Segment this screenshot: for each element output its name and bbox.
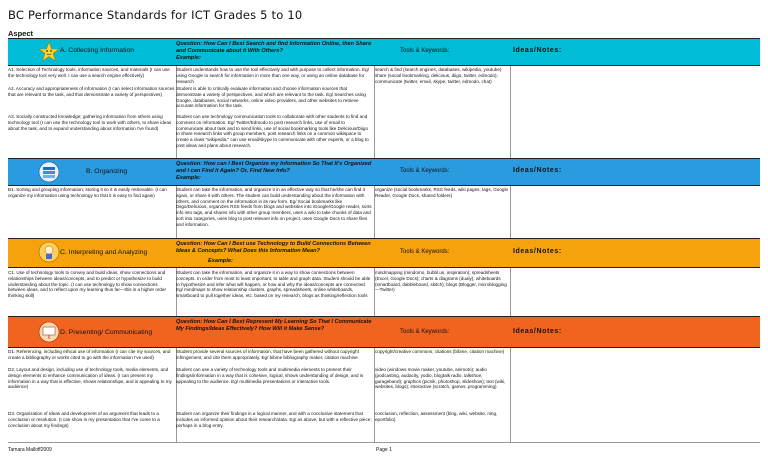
section-d-question: Question: How Can I Best Represent My Learning So That I Communicate My Findings/Ideas Effectively? How Will it Make Sense? bbox=[176, 319, 372, 332]
a3-standard: A3. Socially constructed knowledge; gathering information from others using technology tool (I can use the technology tool to work with others, to share ideas about the task, and to expand understanding about information I've found) bbox=[8, 114, 172, 131]
thinker-icon bbox=[38, 241, 60, 263]
section-c-ideas-label: Ideas/Notes: bbox=[513, 248, 562, 255]
b1-standard: B1. Sorting and grouping information; storing it so it is easily retrievable. (I can organize my information using technology so that it is easy to find again) bbox=[8, 187, 167, 198]
d2-standard: D2. Layout and design, including use of technology tools, media elements, and design elements to enhance communication of ideas. (I can present my information in a way that is effective, shows relationships, and is appealing to my audience) bbox=[8, 367, 172, 390]
footer-page-number: Page 1 bbox=[376, 447, 392, 453]
d1-tools: copyright/creative commons; citations (bibme, citation machine) bbox=[375, 349, 505, 354]
c1-example: Student can take the information, and organize it in a way to show connections between concepts. In order from most to least important, to table and graph data. Student should be able to hypothesize and infer what will happen, or how and why the ideas/concepts are connected. Eg/ mindmaps to show relationship clusters, graphs, spreadsheets, online whiteboards, smartboard to pull together ideas, etc. based on my research, blogs as thinking/reflection tools bbox=[176, 270, 371, 299]
a2-example: Student is able to critically evaluate information and choose information sources that demonstrate a variety of perspectives, and which are relevant to the task. Eg/ Searches using Google, databases, social networks, online video providers, and other websites to retrieve accurate information for the task. bbox=[176, 86, 366, 109]
c1-tools: mindmapping (mindomo, bubbl.us, inspiration); spreadsheets (Excel, Google Docs); charts & diagrams (dualy); whiteboards (smartboard, dabbleboard, skitch); blogs (Blogger, microblogging—Twitter) bbox=[375, 270, 507, 293]
section-d-tools-label: Tools & Keywords: bbox=[400, 329, 450, 335]
d3-example: Student can organize their findings in a logical manner, and with a conclusive statement that includes an informed opinion about their research/data. Eg/ as above, but with a reflective piece; perhaps in a blog entry. bbox=[176, 411, 372, 428]
d2-tools: video (windows movie maker, youtube, animoto); audio (podcasting, audacity, yodio, blogtalk radio, talkshoe, garageband); graphics (picnik, photoshop, slideshow); text (wiki, websites, blogs); interactive (scratch, games, programming) bbox=[375, 367, 506, 390]
b1-tools: organize (social bookmarks, RSS feeds, wiki pages, tags, Google Reader, Google Docs, shared folders) bbox=[375, 187, 509, 198]
section-c-header bbox=[8, 238, 760, 268]
a2-standard: A2. Accuracy and appropriateness of information (I can select information sources that are relevant to the task, and that demonstrate a variety of perspectives) bbox=[8, 86, 175, 97]
footer-author: Tamara Malloff2009 bbox=[8, 447, 52, 453]
section-a-ideas-label: Ideas/Notes: bbox=[513, 47, 562, 54]
section-c-tools-label: Tools & Keywords: bbox=[400, 249, 450, 255]
star-face-icon bbox=[38, 41, 60, 63]
section-b-header bbox=[8, 158, 760, 186]
section-a-example-label: Example: bbox=[176, 55, 201, 61]
table-bottom-border bbox=[8, 442, 760, 443]
section-a-tools-label: Tools & Keywords: bbox=[400, 48, 450, 54]
aspect-heading: Aspect bbox=[8, 29, 34, 38]
section-c-label: C. Interpreting and Analyzing bbox=[60, 249, 148, 256]
section-d-label: D. Presenting/ Communicating bbox=[60, 329, 153, 336]
section-b-tools-label: Tools & Keywords: bbox=[400, 168, 450, 174]
section-d-header bbox=[8, 316, 760, 348]
section-c-example-label: Example: bbox=[208, 258, 233, 264]
section-b-label: B. Organizing bbox=[86, 168, 128, 175]
section-a-label: A. Collecting Information bbox=[60, 47, 135, 54]
section-a-question: Question: How Can I Best Search and find Information Online, then Share and Communicate about it With Others? bbox=[176, 41, 372, 54]
a1-tools: search & find (search engines, databases, wikipedia, youtube) share (social bookmarking, delicious, diigo, twitter, edmodo); communicate (twitter, email, skype, twitter, edmodo, chat) bbox=[375, 67, 502, 84]
organizer-icon bbox=[38, 161, 60, 183]
b1-example: Student can take the information, and organize it in an effective way so that he/she can find it again, or share it with others. The student can build understanding about the information with others, and comment on the information in its raw form. Eg/ Social bookmarks like Diigo/Delicious, organizes RSS feeds from blogs and websites into iGoogle/Google reader, sorts info into tags, and shares info with other group members, uses a wiki to take chunks of data and sort into categories, uses blog to post relevant info on project, uses Google Docs to share files and information. bbox=[176, 187, 372, 227]
d2-example: Student can use a variety of technology tools and multimedia elements to present their findings/information in a way that is cohesive, logical, shows understanding of design, and is appealing to the audience. Eg/ multimedia presentations or interactive tools. bbox=[176, 367, 364, 384]
d3-tools: conclusion, reflection, assessment (blog, wiki, website, ning, eportfolio) bbox=[375, 411, 498, 422]
a3-example: Student can use technology communication tools to collaborate with other students to find and comment on information. Eg/ Twitter/Edmodo to post research links, use of email to communicate about task and to send links, use of social bookmarking tools like Delicious/Diigo to share research links with group members, post research links on a common wikispace to create a class "wikipedia," can use email/skype to communicate with other experts, or a blog to post ideas and plans about research. bbox=[176, 114, 369, 148]
document-title: BC Performance Standards for ICT Grades 5 to 10 bbox=[8, 8, 303, 22]
section-a-header bbox=[8, 38, 760, 66]
c1-standard: C1. Use of technology tools to convey and build ideas, show connections and relationships between ideas/concepts, and to predict or hypothesize to build understanding about the topic. (I can use technology to show connections between ideas, and to reflect upon my learning thus far—this is a higher order thinking skill) bbox=[8, 270, 167, 299]
section-c-question: Question: How Can I Best use Technology to Build Connections Between Ideas & Concepts? What Does this Information Mean? bbox=[176, 241, 371, 254]
section-d-ideas-label: Ideas/Notes: bbox=[513, 328, 562, 335]
section-b-question: Question: How can I Best Organize my Information So That It's Organized and I can Find it Again? Or, Find New Info? bbox=[176, 161, 372, 174]
section-b-ideas-label: Ideas/Notes: bbox=[513, 167, 562, 174]
d1-example: Student provide several sources of information, that have been gathered without copyright infringement, and cite them appropriately. Eg/ bibme bibliography maker, citation machine bbox=[176, 349, 359, 360]
presenter-icon bbox=[38, 321, 60, 343]
section-b-example-label: Example: bbox=[176, 175, 201, 181]
a1-example: Student understands how to use the tool effectively and with purpose to collect information. Eg/ using Google to search for information in more than one way, or using an online database for research bbox=[176, 67, 369, 84]
d1-standard: D1. Referencing, including ethical use of information (I can cite my sources, and create a bibliography or works cited to go with the information I've used) bbox=[8, 349, 171, 360]
a1-standard: A1. Selection of Technology tools, information sources, and materials (I can use the technology tool very well. I can use a search engine effectively) bbox=[8, 67, 170, 78]
d3-standard: D3. Organization of Ideas and development of an argument that leads to a conclusion or resolution. (I can show in my presentation that I've come to a conclusion about my findings) bbox=[8, 411, 160, 428]
